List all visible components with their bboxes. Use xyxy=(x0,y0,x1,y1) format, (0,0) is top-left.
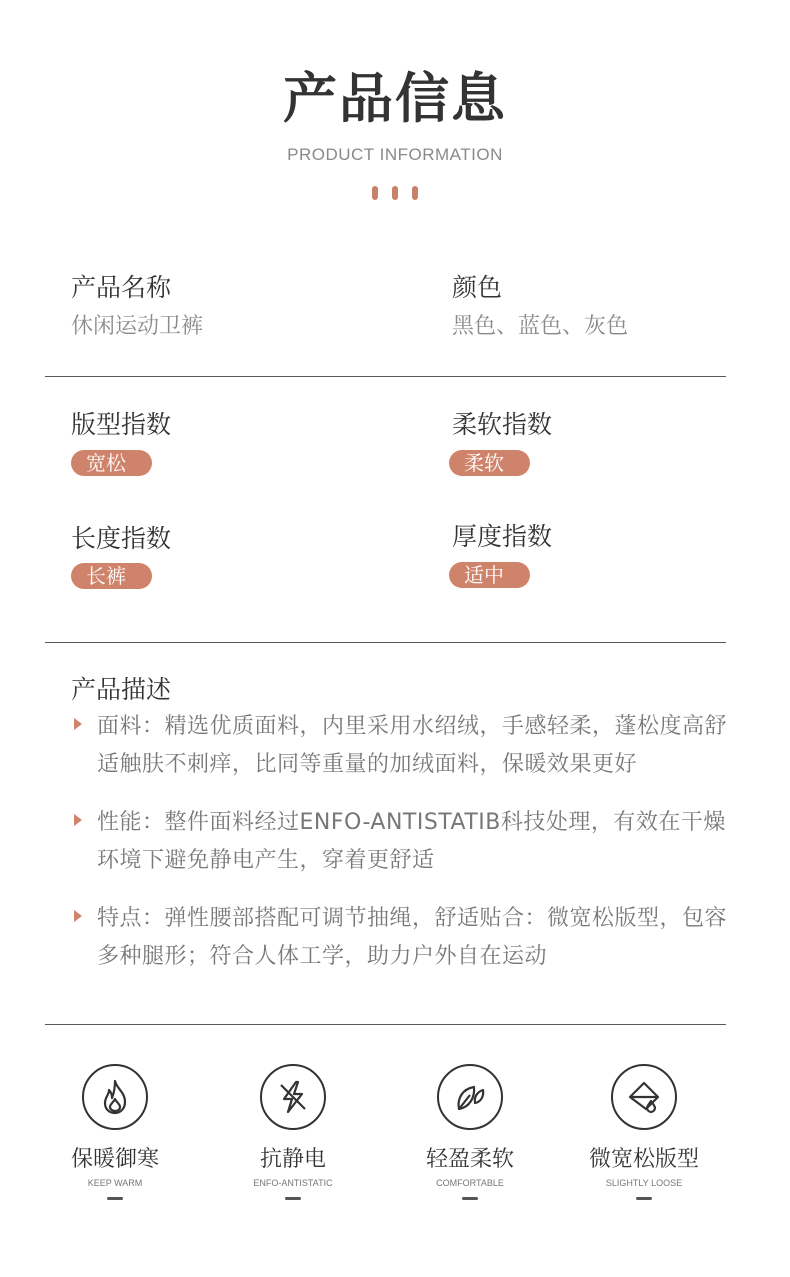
page-title: 产品信息 xyxy=(283,67,507,130)
description-item-performance xyxy=(72,804,732,884)
feature-subtitle: COMFORTABLE xyxy=(436,1178,504,1188)
thickness-index-tag: 适中 xyxy=(449,562,530,588)
feature-title: 抗静电 xyxy=(259,1147,326,1172)
description-text: 特点：弹性腰部搭配可调节抽绳，舒适贴合：微宽松版型，包容多种腿形；符合人体工学，助力户外自在运动 xyxy=(97,906,728,969)
fit-index-label: 版型指数 xyxy=(71,410,172,439)
description-text: 面料：精选优质面料，内里采用水绍绒，手感轻柔，蓬松度高舒适触肤不刺痒，比同等重量的加绒面料，保暖效果更好 xyxy=(97,714,728,777)
bullet-icon xyxy=(74,814,82,826)
feature-antistatic xyxy=(203,1064,383,1200)
product-name-value: 休闲运动卫裤 xyxy=(71,314,204,339)
softness-index-label: 柔软指数 xyxy=(452,410,553,439)
divider-1 xyxy=(45,376,726,377)
feature-subtitle: SLIGHTLY LOOSE xyxy=(605,1178,683,1188)
feature-title: 轻盈柔软 xyxy=(425,1147,514,1172)
softness-index-tag: 柔软 xyxy=(449,450,530,476)
decorative-dots xyxy=(372,186,418,200)
fabric-drop-icon xyxy=(611,1064,677,1130)
description-heading: 产品描述 xyxy=(71,675,172,704)
product-name-label: 产品名称 xyxy=(71,273,172,302)
feature-subtitle: ENFO-ANTISTATIC xyxy=(253,1178,333,1188)
feature-underline xyxy=(107,1197,123,1200)
feature-slightly-loose xyxy=(554,1064,734,1200)
length-index-label: 长度指数 xyxy=(71,524,172,553)
feature-comfortable xyxy=(380,1064,560,1200)
description-item-features xyxy=(72,900,732,980)
feature-subtitle: KEEP WARM xyxy=(87,1178,143,1188)
bullet-icon xyxy=(74,910,82,922)
flame-icon xyxy=(82,1064,148,1130)
page-subtitle: PRODUCT INFORMATION xyxy=(287,145,503,164)
divider-3 xyxy=(45,1024,726,1025)
lightning-icon xyxy=(260,1064,326,1130)
divider-2 xyxy=(45,642,726,643)
color-label: 颜色 xyxy=(452,273,503,302)
length-index-tag: 长裤 xyxy=(71,563,152,589)
bullet-icon xyxy=(74,718,82,730)
feature-title: 保暖御寒 xyxy=(70,1147,159,1172)
description-text: 性能：整件面料经过ENFO-ANTISTATIB科技处理，有效在干燥环境下避免静电产生，穿着更舒适 xyxy=(97,810,726,873)
feature-keep-warm xyxy=(25,1064,205,1200)
dot-1 xyxy=(372,186,378,200)
thickness-index-label: 厚度指数 xyxy=(452,522,553,551)
feature-underline xyxy=(462,1197,478,1200)
feature-underline xyxy=(285,1197,301,1200)
feature-underline xyxy=(636,1197,652,1200)
color-value: 黑色、蓝色、灰色 xyxy=(452,314,629,339)
leaf-icon xyxy=(437,1064,503,1130)
feature-title: 微宽松版型 xyxy=(588,1147,699,1172)
dot-2 xyxy=(392,186,398,200)
dot-3 xyxy=(412,186,418,200)
description-item-fabric xyxy=(72,708,732,788)
fit-index-tag: 宽松 xyxy=(71,450,152,476)
